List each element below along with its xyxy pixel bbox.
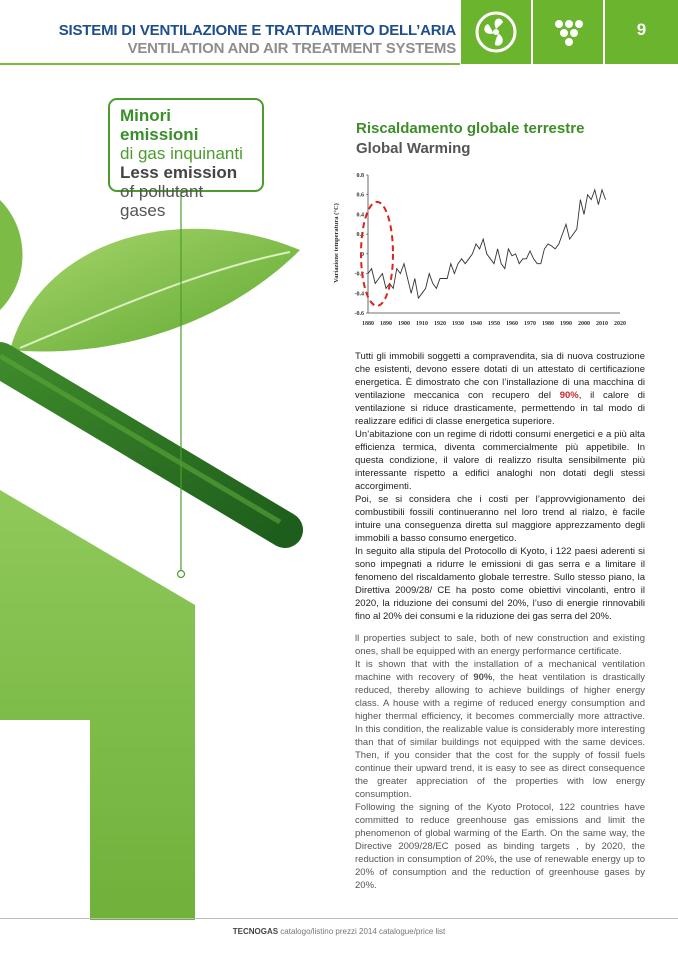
y-tick-label: 0.4 — [356, 212, 364, 219]
x-tick-label: 2010 — [596, 321, 608, 327]
chart-title-english: Global Warming — [356, 140, 471, 157]
y-tick-label: 0.8 — [356, 173, 364, 179]
paragraph: ll properties subject to sale, both of new construction and existing ones, shall be equipped with an energy performance certificate. — [355, 633, 645, 657]
callout-line-3: Less emission — [120, 163, 238, 182]
x-tick-label: 2020 — [614, 321, 626, 327]
temperature-series-line — [368, 190, 606, 298]
x-tick-label: 1930 — [452, 321, 464, 327]
callout-box — [108, 98, 264, 220]
house-roof — [0, 360, 285, 530]
x-tick-label: 1900 — [398, 321, 410, 327]
small-leaf — [0, 200, 23, 310]
x-tick-label: 1990 — [560, 321, 572, 327]
paragraph: In seguito alla stipula del Protocollo di Kyoto, i 122 paesi aderenti si sono impegnati a ridurre le emissioni di gas serra e a limitare il fenomeno del riscaldamento globale terrestre. Sullo stesso piano, la Direttiva 2009/28/ CE ha posto come obiettivi vincolanti, entro il 2020, la riduzione dei consumi del 20%, l’uso di energie rinnovabili fino al 20% dei consumi e la riduzione dei gas serra del 20%. — [355, 546, 645, 622]
highlight-90-percent: 90% — [473, 672, 493, 683]
paragraph: Un’abitazione con un regime di ridotti consumi energetici e a più alta efficienza termica, diventa commercialmente più appetibile. In questa condizione, il valore di realizzo risulta sensibilmente più interessante rispetto a edifici analoghi non dotati degli stessi accorgimenti. — [355, 429, 645, 492]
x-tick-label: 1920 — [434, 321, 446, 327]
header-tile-drops — [533, 0, 603, 64]
y-tick-label: 0 — [361, 251, 364, 258]
chart-title-italian: Riscaldamento globale terrestre — [356, 120, 585, 137]
global-warming-chart — [330, 165, 650, 337]
body-text-italian — [355, 350, 645, 623]
highlight-ellipse — [361, 202, 393, 306]
header-title-italian: SISTEMI DI VENTILAZIONE E TRATTAMENTO DELL’ARIA — [58, 22, 456, 39]
x-tick-label: 1950 — [488, 321, 500, 327]
footer-text: catalogo/listino prezzi 2014 catalogue/price list — [278, 927, 446, 936]
paragraph: Tutti gli immobili soggetti a compravendita, sia di nuova costruzione che esistenti, devono essere dotati di un attestato di certificazione energetica. È dimostrato che con l’installazione di una macchina di ventilazione meccanica con recupero del 90%, il calore di ventilazione si riduce drasticamente, permettendo in tal modo di realizzare edifici di classe energetica superiore. — [355, 351, 645, 427]
chart-axes — [368, 175, 620, 313]
callout-line-4: of pollutant gases — [120, 182, 204, 220]
x-tick-label: 1980 — [542, 321, 554, 327]
page-footer — [0, 927, 678, 936]
header-title-english: VENTILATION AND AIR TREATMENT SYSTEMS — [127, 40, 456, 57]
callout-line-2: di gas inquinanti — [120, 144, 243, 163]
chart-y-axis-label: Variazione temperatura (°C) — [333, 203, 340, 283]
footer-divider — [0, 918, 678, 919]
house-leaf-illustration — [0, 160, 320, 920]
paragraph: It is shown that with the installation of a mechanical ventilation machine with recovery of 90%, the heat ventilation is drastically reduced, thereby allowing to achieve buildings of higher energy class. A house with a regime of reduced energy consumption and higher thermal efficiency, it becomes commercially more attractive. In this condition, the realizable value is considerably more interesting than that of similar buildings not equipped with the same devices. Then, if you consider that the cost for the supply of fossil fuels continue their upward trend, it is easy to see as direct consequence the greater appreciation of the properties with low energy consumption. — [355, 659, 646, 800]
page-number: 9 — [636, 20, 647, 39]
fan-icon — [461, 0, 531, 64]
callout-line-1: Minori emissioni — [120, 106, 199, 144]
x-tick-label: 1890 — [380, 321, 392, 327]
x-tick-label: 1940 — [470, 321, 482, 327]
highlight-90-percent: 90% — [559, 390, 579, 401]
header-tile-fan — [461, 0, 531, 64]
x-tick-label: 1970 — [524, 321, 536, 327]
paragraph: Following the signing of the Kyoto Protocol, 122 countries have committed to reduce greenhouse gas emissions and limit the phenomenon of global warming of the Earth. On the same way, the Directive 2009/28/EC posed as binding targets , by 2020, the reduction in consumption of 20%, the use of renewable energy up to 20% of consumption and the reduction of greenhouse gases by 20%. — [355, 802, 645, 891]
drops-icon — [533, 0, 603, 64]
x-tick-label: 2000 — [578, 321, 590, 327]
x-tick-label: 1910 — [416, 321, 428, 327]
y-tick-label: 0.2 — [356, 232, 364, 239]
x-tick-label: 1880 — [362, 321, 374, 327]
callout-connector — [176, 190, 186, 580]
y-tick-label: 0.6 — [356, 192, 364, 199]
footer-brand: TECNOGAS — [232, 927, 279, 936]
page-header — [0, 0, 678, 66]
y-tick-label: -0.2 — [354, 271, 364, 278]
header-divider — [0, 63, 460, 65]
body-text-english — [355, 632, 645, 892]
y-tick-label: -0.4 — [354, 291, 364, 298]
paragraph: Poi, se si considera che i costi per l’approvvigionamento dei combustibili fossili continueranno nel loro trend al rialzo, è facile intuire una conseguenza diretta sul maggiore apprezzamento degli immobili a basso consumo energetico. — [355, 494, 645, 544]
x-tick-label: 1960 — [506, 321, 518, 327]
house-door — [0, 720, 90, 920]
y-tick-label: -0.6 — [354, 311, 364, 317]
